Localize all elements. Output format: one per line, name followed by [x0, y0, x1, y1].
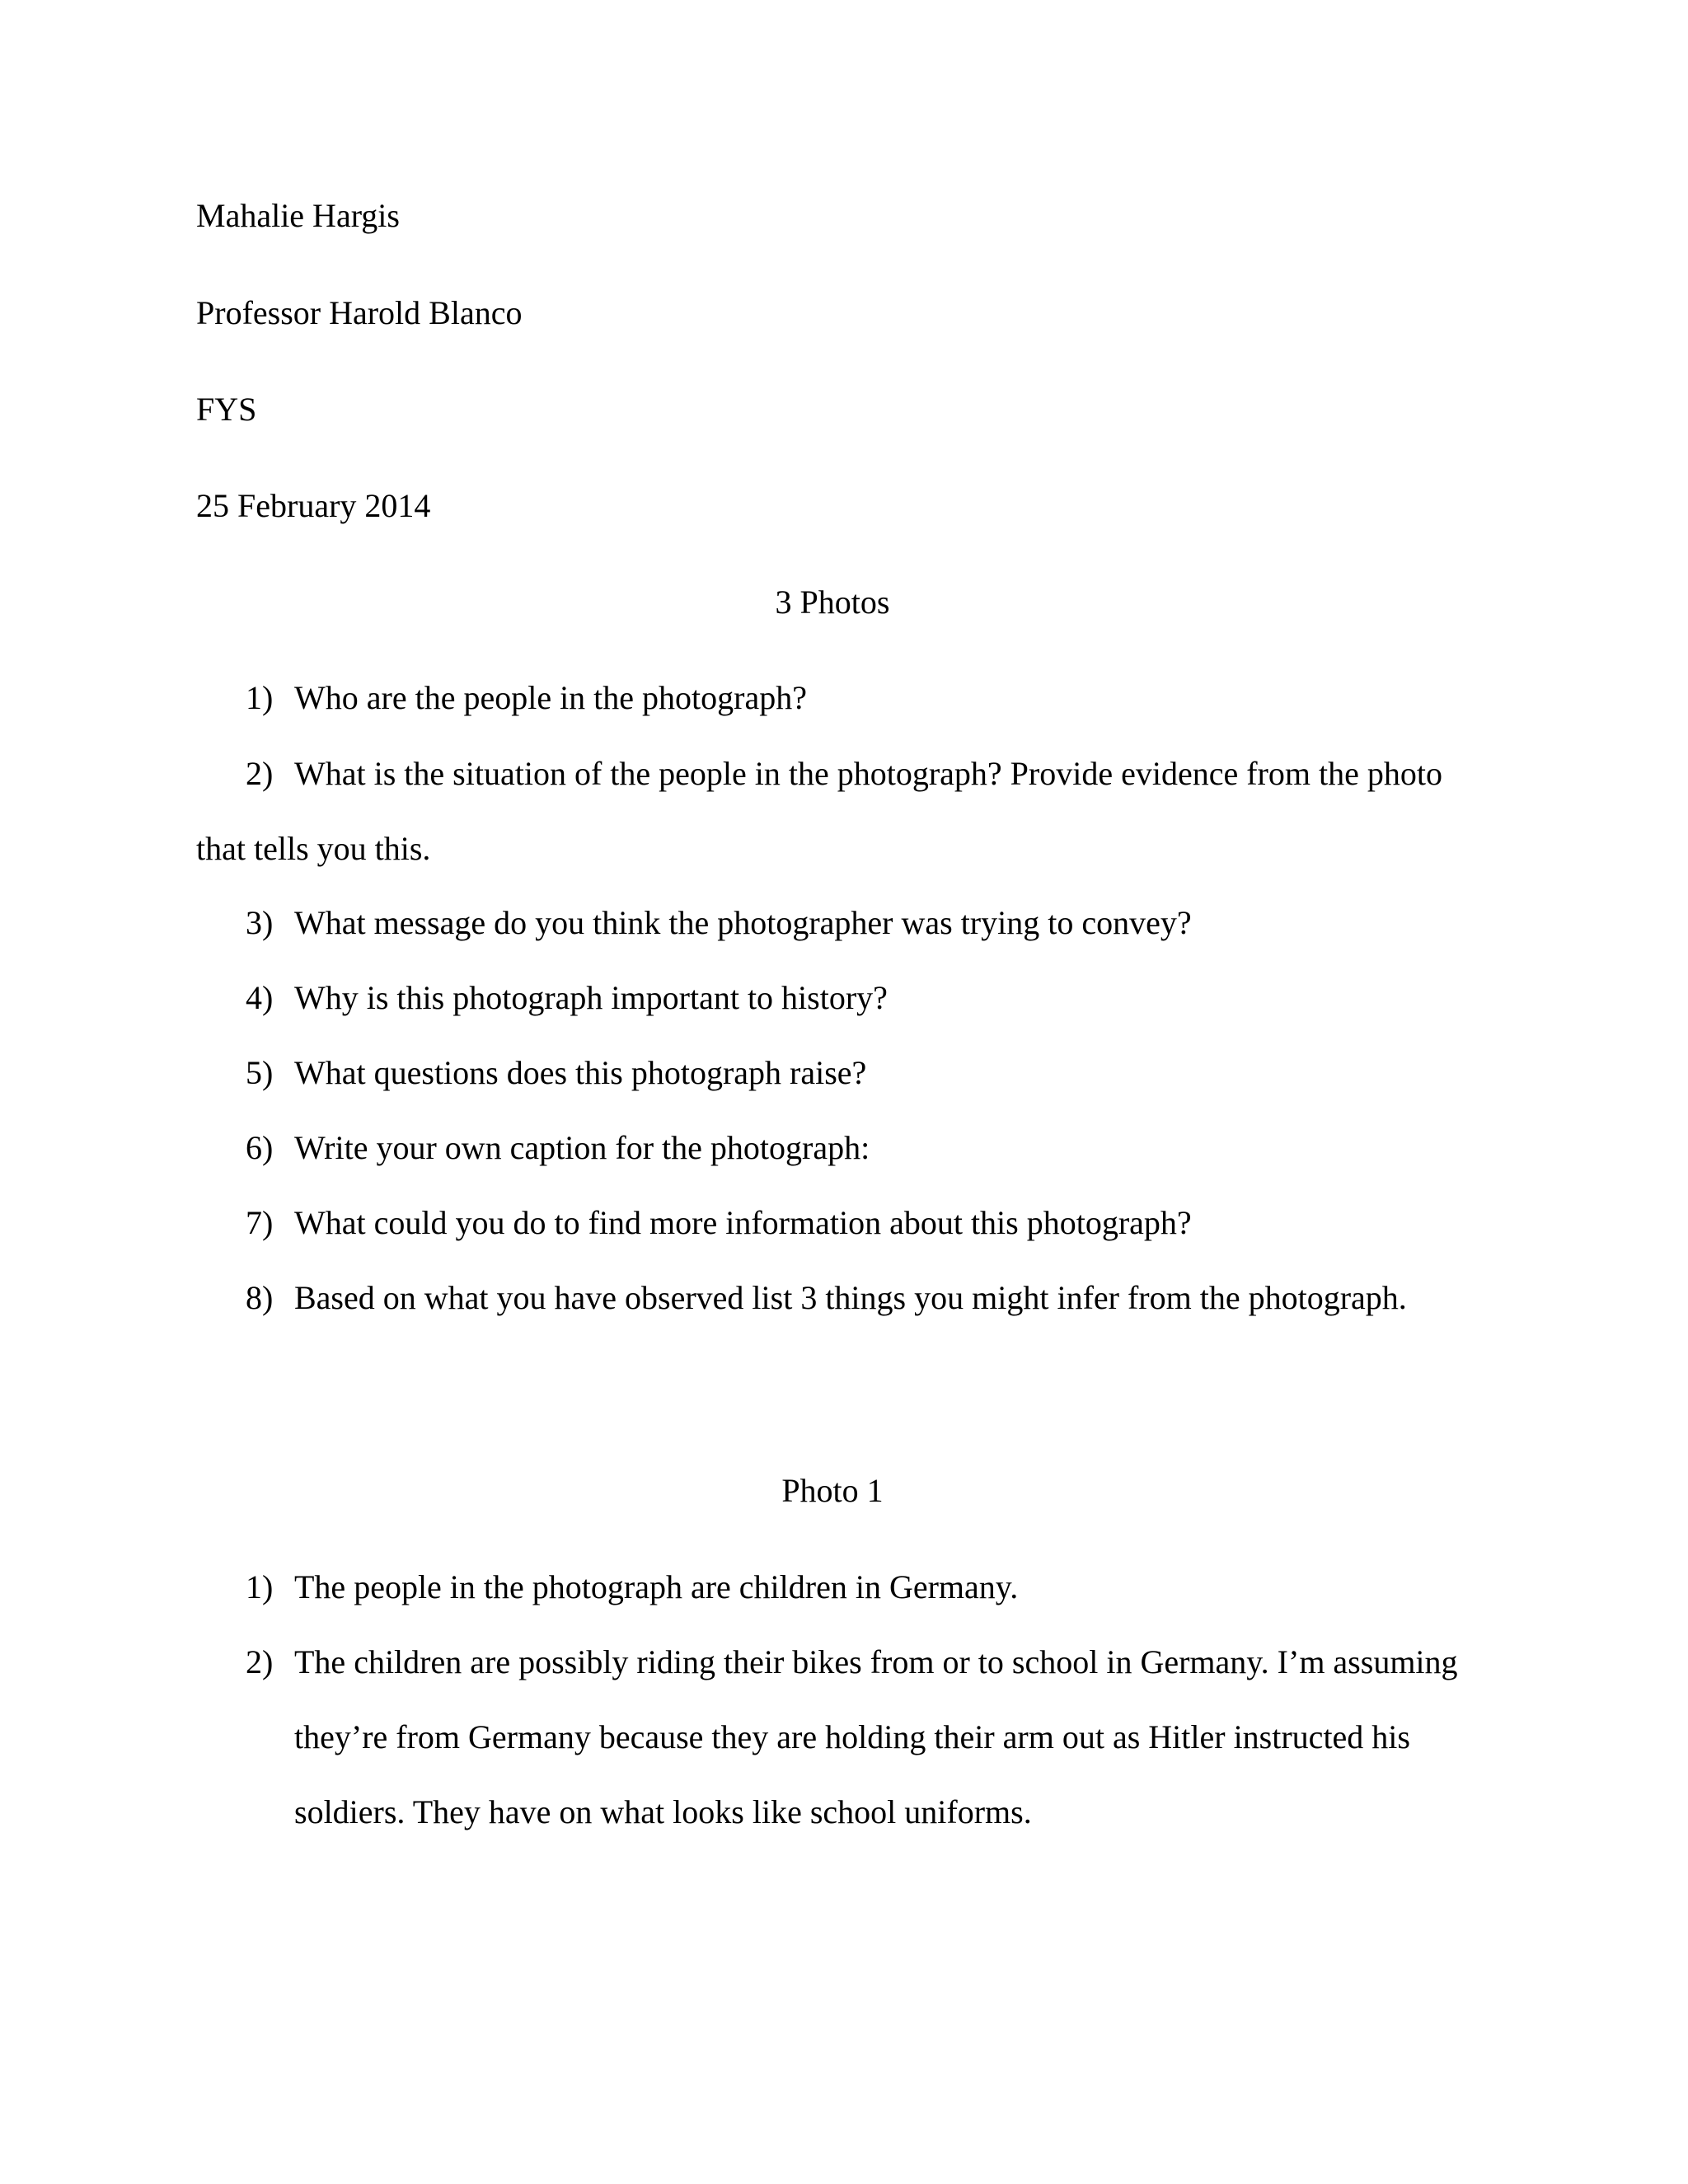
- list-item-text-continued: soldiers. They have on what looks like school uniforms.: [294, 1793, 1032, 1830]
- list-item-number: 1): [246, 679, 274, 716]
- list-item-number: 6): [246, 1129, 274, 1166]
- list-item-number: 2): [246, 1643, 274, 1680]
- photo1-title: Photo 1: [781, 1472, 884, 1509]
- list-item-number: 7): [246, 1204, 274, 1241]
- course-name: FYS: [196, 391, 257, 428]
- list-item-text-continued: they’re from Germany because they are holding their arm out as Hitler instructed his: [294, 1718, 1410, 1755]
- list-item-text: Who are the people in the photograph?: [294, 679, 807, 716]
- list-item-number: 2): [246, 755, 274, 792]
- list-item-number: 5): [246, 1054, 274, 1091]
- list-item-text-continued: that tells you this.: [196, 830, 431, 867]
- list-item-number: 1): [246, 1568, 274, 1605]
- list-item-text: What message do you think the photographer was trying to convey?: [294, 904, 1192, 941]
- list-item-text: Based on what you have observed list 3 things you might infer from the photograph.: [294, 1279, 1407, 1316]
- list-item-text: The children are possibly riding their bikes from or to school in Germany. I’m assuming: [294, 1643, 1458, 1680]
- list-item-number: 4): [246, 979, 274, 1016]
- list-item-text: What could you do to find more information about this photograph?: [294, 1204, 1192, 1241]
- list-item-text: What is the situation of the people in the photograph? Provide evidence from the photo: [294, 755, 1442, 792]
- list-item-number: 8): [246, 1279, 274, 1316]
- submission-date: 25 February 2014: [196, 487, 431, 524]
- list-item-text: What questions does this photograph raise?: [294, 1054, 867, 1091]
- list-item-text: Why is this photograph important to history?: [294, 979, 888, 1016]
- list-item-number: 3): [246, 904, 274, 941]
- list-item-text: The people in the photograph are children in Germany.: [294, 1568, 1019, 1605]
- list-item-text: Write your own caption for the photograph:: [294, 1129, 870, 1166]
- author-name: Mahalie Hargis: [196, 197, 400, 234]
- professor-name: Professor Harold Blanco: [196, 294, 523, 331]
- document-title: 3 Photos: [775, 583, 890, 621]
